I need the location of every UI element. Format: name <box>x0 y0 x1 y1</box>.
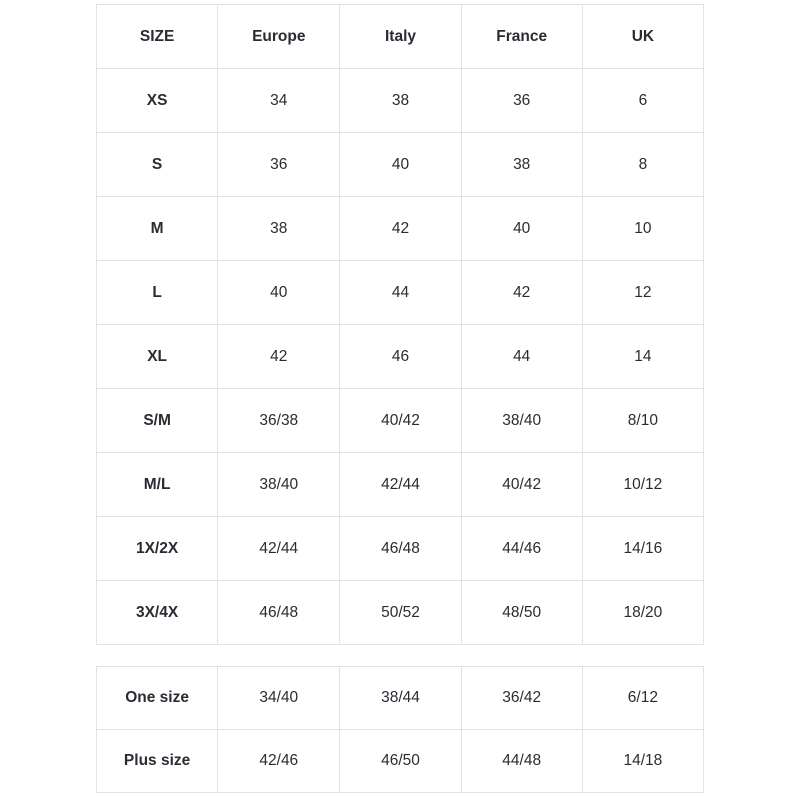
cell-europe: 42/46 <box>218 730 340 793</box>
cell-france: 40/42 <box>461 453 582 517</box>
row-label: Plus size <box>97 730 218 793</box>
cell-france: 36 <box>461 69 582 133</box>
cell-france: 44/48 <box>461 730 582 793</box>
cell-uk: 10/12 <box>582 453 703 517</box>
table-row <box>97 453 704 517</box>
table-row <box>97 133 704 197</box>
cell-uk: 6 <box>582 69 703 133</box>
row-label: One size <box>97 667 218 730</box>
cell-france: 44 <box>461 325 582 389</box>
extra-size-table-container <box>96 666 704 793</box>
cell-uk: 10 <box>582 197 703 261</box>
cell-italy: 42/44 <box>340 453 461 517</box>
cell-europe: 42/44 <box>218 517 340 581</box>
cell-europe: 42 <box>218 325 340 389</box>
row-label: S/M <box>97 389 218 453</box>
table-row <box>97 667 704 730</box>
cell-italy: 50/52 <box>340 581 461 645</box>
cell-france: 48/50 <box>461 581 582 645</box>
row-label: M/L <box>97 453 218 517</box>
cell-uk: 6/12 <box>582 667 703 730</box>
table-row <box>97 730 704 793</box>
cell-france: 40 <box>461 197 582 261</box>
cell-italy: 42 <box>340 197 461 261</box>
cell-europe: 34/40 <box>218 667 340 730</box>
main-size-table <box>96 4 704 645</box>
cell-italy: 40/42 <box>340 389 461 453</box>
table-row <box>97 197 704 261</box>
cell-europe: 36 <box>218 133 340 197</box>
row-label: L <box>97 261 218 325</box>
cell-uk: 18/20 <box>582 581 703 645</box>
extra-size-table <box>96 666 704 793</box>
cell-europe: 40 <box>218 261 340 325</box>
main-size-table-container <box>96 4 704 645</box>
cell-italy: 46/50 <box>340 730 461 793</box>
cell-france: 38 <box>461 133 582 197</box>
cell-italy: 46/48 <box>340 517 461 581</box>
table-row <box>97 69 704 133</box>
table-row <box>97 581 704 645</box>
cell-uk: 14 <box>582 325 703 389</box>
table-body <box>97 69 704 645</box>
row-label: 3X/4X <box>97 581 218 645</box>
cell-europe: 38/40 <box>218 453 340 517</box>
cell-italy: 40 <box>340 133 461 197</box>
cell-france: 42 <box>461 261 582 325</box>
row-label: S <box>97 133 218 197</box>
cell-france: 36/42 <box>461 667 582 730</box>
cell-uk: 12 <box>582 261 703 325</box>
cell-france: 38/40 <box>461 389 582 453</box>
column-header-italy: Italy <box>340 5 461 69</box>
column-header-europe: Europe <box>218 5 340 69</box>
row-label: XL <box>97 325 218 389</box>
column-header-france: France <box>461 5 582 69</box>
row-label: 1X/2X <box>97 517 218 581</box>
cell-uk: 14/16 <box>582 517 703 581</box>
cell-italy: 38 <box>340 69 461 133</box>
cell-italy: 44 <box>340 261 461 325</box>
table-row <box>97 325 704 389</box>
table-body <box>97 667 704 793</box>
table-row <box>97 261 704 325</box>
cell-europe: 36/38 <box>218 389 340 453</box>
cell-uk: 8/10 <box>582 389 703 453</box>
cell-europe: 34 <box>218 69 340 133</box>
table-header <box>97 5 704 69</box>
table-header-row <box>97 5 704 69</box>
cell-uk: 14/18 <box>582 730 703 793</box>
column-header-size: SIZE <box>97 5 218 69</box>
cell-europe: 46/48 <box>218 581 340 645</box>
cell-italy: 46 <box>340 325 461 389</box>
table-row <box>97 389 704 453</box>
cell-uk: 8 <box>582 133 703 197</box>
table-row <box>97 517 704 581</box>
column-header-uk: UK <box>582 5 703 69</box>
cell-europe: 38 <box>218 197 340 261</box>
row-label: M <box>97 197 218 261</box>
cell-france: 44/46 <box>461 517 582 581</box>
row-label: XS <box>97 69 218 133</box>
cell-italy: 38/44 <box>340 667 461 730</box>
